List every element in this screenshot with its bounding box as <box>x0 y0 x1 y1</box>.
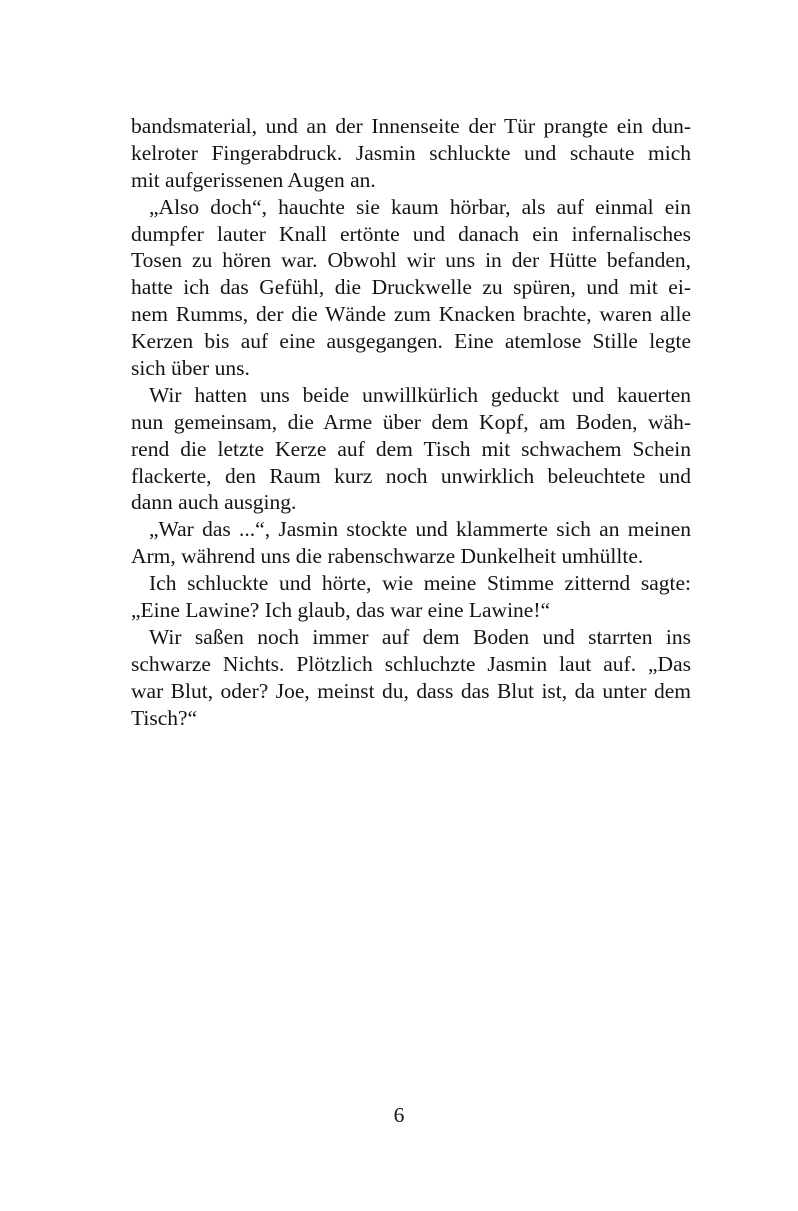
text-line: nem Rumms, der die Wände zum Knacken brachte, waren alle <box>131 302 691 327</box>
text-line: Wir saßen noch immer auf dem Boden und starrten ins <box>149 624 691 649</box>
text-line: mit aufgerissenen Augen an. <box>131 167 376 192</box>
text-line: kelroter Fingerabdruck. Jasmin schluckte und schaute mich <box>131 140 691 165</box>
text-line: Tisch?“ <box>131 705 198 730</box>
book-page-text <box>131 113 691 731</box>
text-line: Wir hatten uns beide unwillkürlich geduckt und kauerten <box>149 382 691 407</box>
page-number: 6 <box>393 1103 405 1127</box>
text-line: „War das ...“, Jasmin stockte und klammerte sich an meinen <box>149 517 691 542</box>
text-line: Arm, während uns die rabenschwarze Dunkelheit umhüllte. <box>131 544 644 569</box>
text-line: Kerzen bis auf eine ausgegangen. Eine atemlose Stille legte <box>131 329 691 354</box>
text-line: dann auch ausging. <box>131 490 297 515</box>
text-line: „Eine Lawine? Ich glaub, das war eine Lawine!“ <box>131 598 551 623</box>
text-line: Tosen zu hören war. Obwohl wir uns in der Hütte befanden, <box>131 248 691 273</box>
text-line: Ich schluckte und hörte, wie meine Stimme zitternd sagte: <box>149 571 691 596</box>
text-line: flackerte, den Raum kurz noch unwirklich beleuchtete und <box>131 463 691 488</box>
text-line: war Blut, oder? Joe, meinst du, dass das Blut ist, da unter dem <box>131 678 691 703</box>
text-line: sich über uns. <box>131 356 250 381</box>
text-line: hatte ich das Gefühl, die Druckwelle zu spüren, und mit ei- <box>131 275 691 300</box>
text-line: „Also doch“, hauchte sie kaum hörbar, als auf einmal ein <box>149 194 691 219</box>
text-line: dumpfer lauter Knall ertönte und danach ein infernalisches <box>131 221 691 246</box>
text-line: nun gemeinsam, die Arme über dem Kopf, am Boden, wäh- <box>131 409 691 434</box>
text-line: rend die letzte Kerze auf dem Tisch mit schwachem Schein <box>131 436 691 461</box>
text-line: schwarze Nichts. Plötzlich schluchzte Jasmin laut auf. „Das <box>131 651 691 676</box>
text-line: bandsmaterial, und an der Innenseite der Tür prangte ein dun- <box>131 114 691 138</box>
